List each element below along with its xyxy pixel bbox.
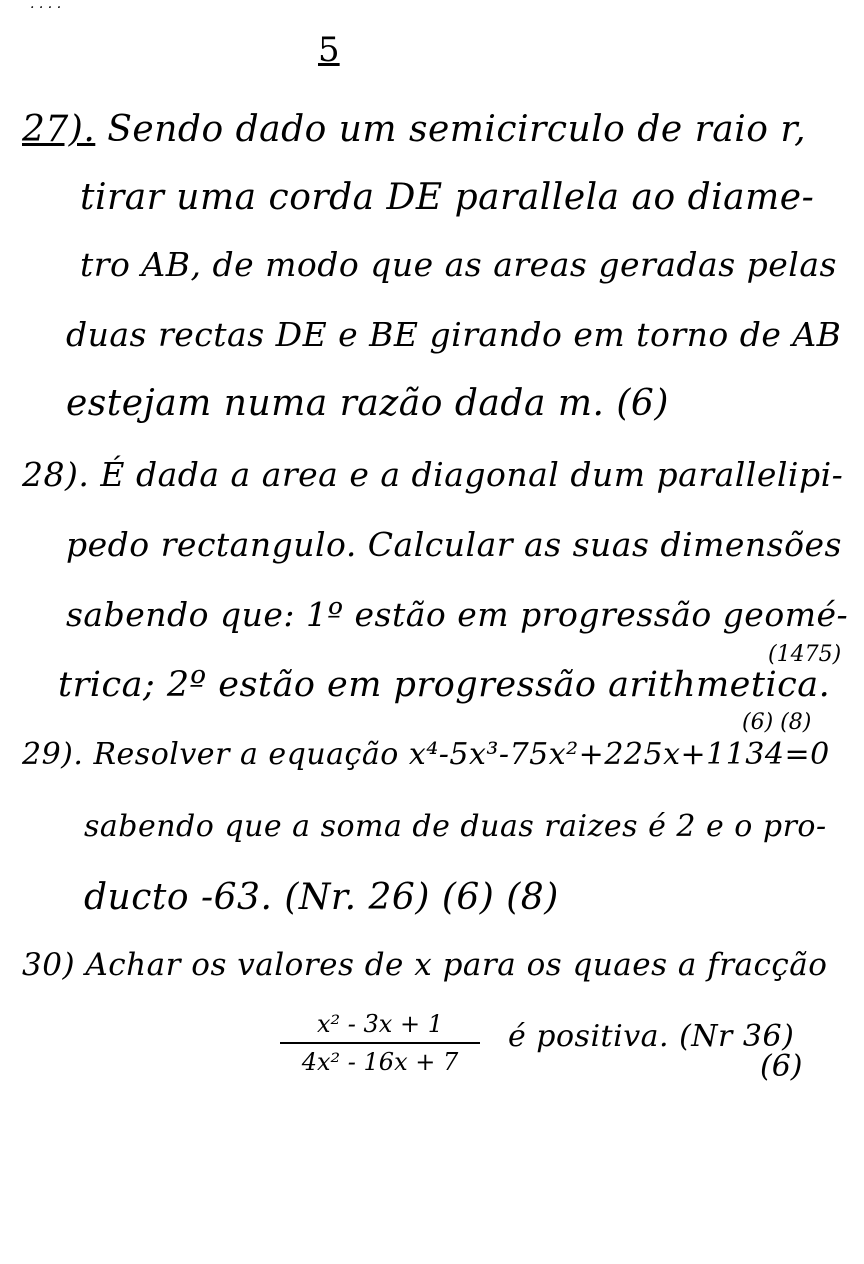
problem-27-line-5: estejam numa razão dada m. (6) <box>66 383 669 424</box>
problem-30-line-1: 30) Achar os valores de x para os quaes a fracção <box>22 947 828 983</box>
problem-30-conclusion: é positiva. (Nr 36) <box>508 1019 795 1054</box>
problem-28-line-2: pedo rectangulo. Calcular as suas dimensões <box>66 525 842 564</box>
problem-27-number: 27). <box>22 109 96 150</box>
problem-29-margin-note: (6) (8) <box>742 710 812 735</box>
top-marks: · · · · <box>30 0 62 16</box>
problem-28-line-3: sabendo que: 1º estão em progressão geomé- <box>66 595 849 634</box>
problem-27-line-1: 27). Sendo dado um semicirculo de raio r, <box>22 109 807 150</box>
problem-27-line-4: duas rectas DE e BE girando em torno de AB <box>66 315 842 354</box>
problem-28-line-4: trica; 2º estão em progressão arithmetica. <box>58 665 831 705</box>
problem-28-margin-note: (1475) <box>768 642 842 667</box>
problem-30-fraction <box>280 1010 480 1076</box>
problem-27-line-2: tirar uma corda DE parallela ao diame- <box>80 177 815 218</box>
problem-29-line-3: ducto -63. (Nr. 26) (6) (8) <box>84 877 559 918</box>
fraction-numerator: x² - 3x + 1 <box>317 1010 443 1038</box>
page-number: 5 <box>318 30 340 70</box>
problem-29-number: 29). <box>22 737 84 772</box>
fraction-denominator: 4x² - 16x + 7 <box>301 1048 459 1076</box>
problem-27-line-3: tro AB, de modo que as areas geradas pelas <box>80 245 837 284</box>
problem-30-margin-note: (6) <box>760 1049 803 1084</box>
problem-28-line-1: 28). É dada a area e a diagonal dum parallelipi- <box>22 455 844 494</box>
problem-30-number: 30) <box>22 947 76 983</box>
problem-29-line-2: sabendo que a soma de duas raizes é 2 e o pro- <box>84 809 827 844</box>
problem-28-number: 28). <box>22 455 90 494</box>
problem-29-line-1: 29). Resolver a equação x⁴-5x³-75x²+225x+1134=0 <box>22 737 830 772</box>
